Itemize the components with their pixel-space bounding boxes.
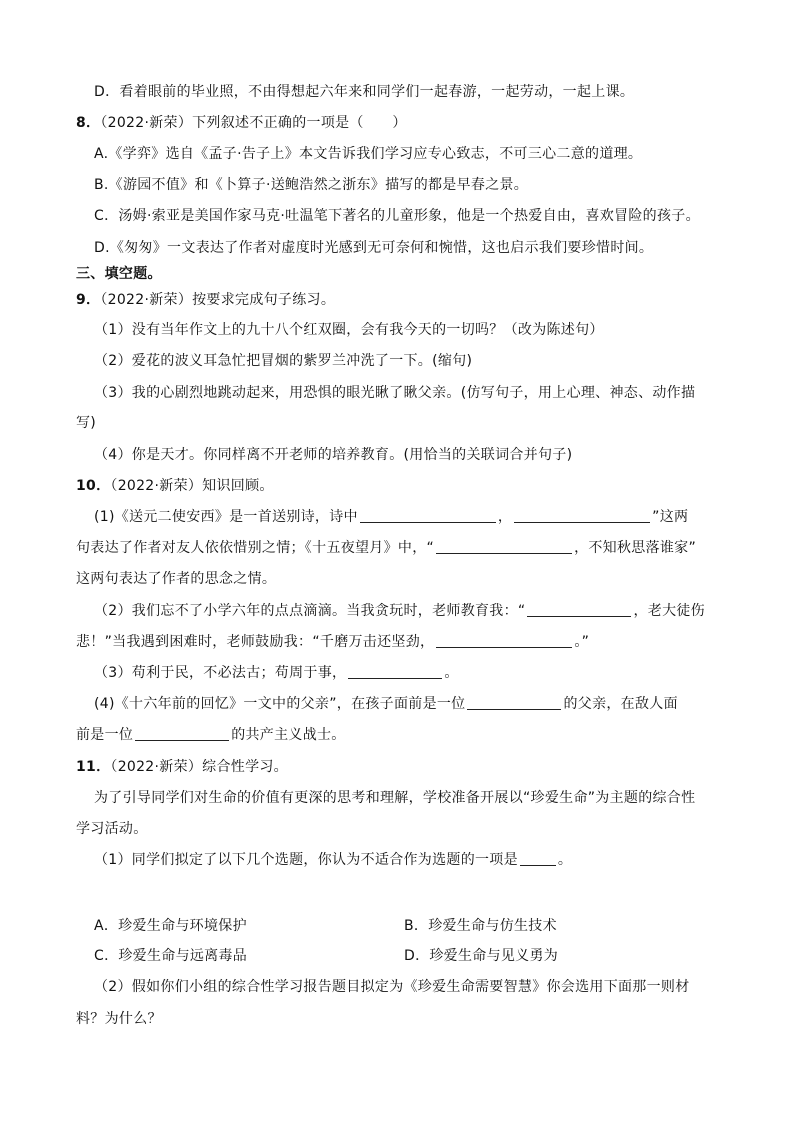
q10-text: ， <box>497 509 513 525</box>
q8-number: 8． <box>76 115 101 131</box>
q11-option-b: B．珍爱生命与仿生技术 <box>404 918 557 934</box>
q9-number: 9． <box>76 292 101 308</box>
q10-part4-line1 <box>94 694 678 714</box>
q11-option-c: C．珍爱生命与远离毒品 <box>94 948 248 964</box>
q11-stem: 综合性学习。 <box>202 759 288 775</box>
q10-text: 的父亲，在敌人面 <box>563 696 678 712</box>
q9-item-3: （3）我的心剧烈地跳动起来，用恐惧的眼光瞅了瞅父亲。(仿写句子，用上心理、神态、动作描 <box>94 385 696 401</box>
answer-blank[interactable] <box>527 602 631 617</box>
answer-blank[interactable] <box>436 539 572 554</box>
q10-part2-line2 <box>76 632 589 652</box>
q10-source: （2022·新荣） <box>110 478 203 494</box>
q9-source: （2022·新荣） <box>100 292 193 308</box>
q11-sub2-line2: 料？为什么？ <box>76 1011 162 1027</box>
answer-blank[interactable] <box>520 851 556 866</box>
q10-text: 悲！”当我遇到困难时，老师鼓励我：“千磨万击还坚劲， <box>76 634 435 650</box>
q10-text: ”这两 <box>652 509 689 525</box>
q8-option-b: B.《游园不值》和《卜算子·送鲍浩然之浙东》描写的都是早春之景。 <box>94 177 529 193</box>
q10-part1-line2 <box>76 538 696 558</box>
q11-intro-line2: 学习活动。 <box>76 821 148 837</box>
q10-part2-line1 <box>94 601 705 621</box>
q10-part1-line1 <box>94 507 688 527</box>
q9-item-2: （2）爱花的波义耳急忙把冒烟的紫罗兰冲洗了一下。(缩句) <box>94 353 473 369</box>
q11-number: 11． <box>76 759 111 775</box>
answer-blank[interactable] <box>135 726 229 741</box>
q10-text: （2）我们忘不了小学六年的点点滴滴。当我贪玩时，老师教育我：“ <box>94 603 526 619</box>
q8-source: （2022·新荣） <box>100 115 193 131</box>
q11-intro-line1: 为了引导同学们对生命的价值有更深的思考和理解，学校准备开展以“珍爱生命”为主题的综合性 <box>94 790 696 806</box>
q10-number: 10． <box>76 478 111 494</box>
q9-stem-line <box>76 290 335 310</box>
q9-stem: 按要求完成句子练习。 <box>192 292 336 308</box>
q10-text: （3）苟利于民，不必法古；苟周于事， <box>94 665 347 681</box>
q10-part4-line2 <box>76 725 346 745</box>
q11-sub1 <box>94 850 572 870</box>
q10-text: (1)《送元二使安西》是一首送别诗，诗中 <box>94 509 358 525</box>
answer-blank[interactable] <box>514 508 650 523</box>
q10-text: 句表达了作者对友人依依惜别之情；《十五夜望月》中，“ <box>76 540 435 556</box>
q10-text: 。 <box>444 665 459 681</box>
answer-blank[interactable] <box>360 508 496 523</box>
q11-option-d: D．珍爱生命与见义勇为 <box>404 948 559 964</box>
q8-option-d: D.《匆匆》一文表达了作者对虚度时光感到无可奈何和惋惜，这也启示我们要珍惜时间。 <box>94 240 654 256</box>
q10-text: 的共产主义战士。 <box>231 727 346 743</box>
q11-text: （1）同学们拟定了以下几个选题，你认为不适合作为选题的一项是 <box>94 852 518 868</box>
q11-option-a: A．珍爱生命与环境保护 <box>94 918 247 934</box>
q10-text: ，老大徒伤 <box>633 603 705 619</box>
q10-stem: 知识回顾。 <box>202 478 274 494</box>
q10-text: 前是一位 <box>76 727 134 743</box>
q8-stem: 下列叙述不正确的一项是（ ） <box>192 115 407 131</box>
q7-option-d: D．看着眼前的毕业照，不由得想起六年来和同学们一起春游，一起劳动，一起上课。 <box>94 84 635 100</box>
q8-option-c: C．汤姆·索亚是美国作家马克·吐温笔下著名的儿童形象，他是一个热爱自由，喜欢冒险的孩子。 <box>94 208 700 224</box>
section-title: 三、填空题。 <box>76 266 162 282</box>
answer-blank[interactable] <box>348 664 442 679</box>
q8-stem-line <box>76 113 407 133</box>
q10-part1-line3: 这两句表达了作者的思念之情。 <box>76 571 277 587</box>
q8-option-a: A.《学弈》选自《孟子·告子上》本文告诉我们学习应专心致志，不可三心二意的道理。 <box>94 146 643 162</box>
q10-text: ，不知秋思落谁家” <box>574 540 697 556</box>
answer-blank[interactable] <box>467 695 561 710</box>
q11-text: 。 <box>557 852 573 868</box>
answer-blank[interactable] <box>436 633 572 648</box>
q10-stem-line <box>76 476 274 496</box>
q9-item-3-cont: 写) <box>76 415 97 431</box>
q10-text: (4)《十六年前的回忆》一文中的父亲”，在孩子面前是一位 <box>94 696 466 712</box>
q11-stem-line <box>76 757 288 777</box>
q9-item-1: （1）没有当年作文上的九十八个红双圈，会有我今天的一切吗？（改为陈述句） <box>94 322 604 338</box>
q11-sub2-line1: （2）假如你们小组的综合性学习报告题目拟定为《珍爱生命需要智慧》你会选用下面那一则材 <box>94 979 690 995</box>
q11-source: （2022·新荣） <box>110 759 203 775</box>
q10-part3 <box>94 663 459 683</box>
q10-text: 。” <box>574 634 590 650</box>
q9-item-4: （4）你是天才。你同样离不开老师的培养教育。(用恰当的关联词合并句子) <box>94 447 573 463</box>
